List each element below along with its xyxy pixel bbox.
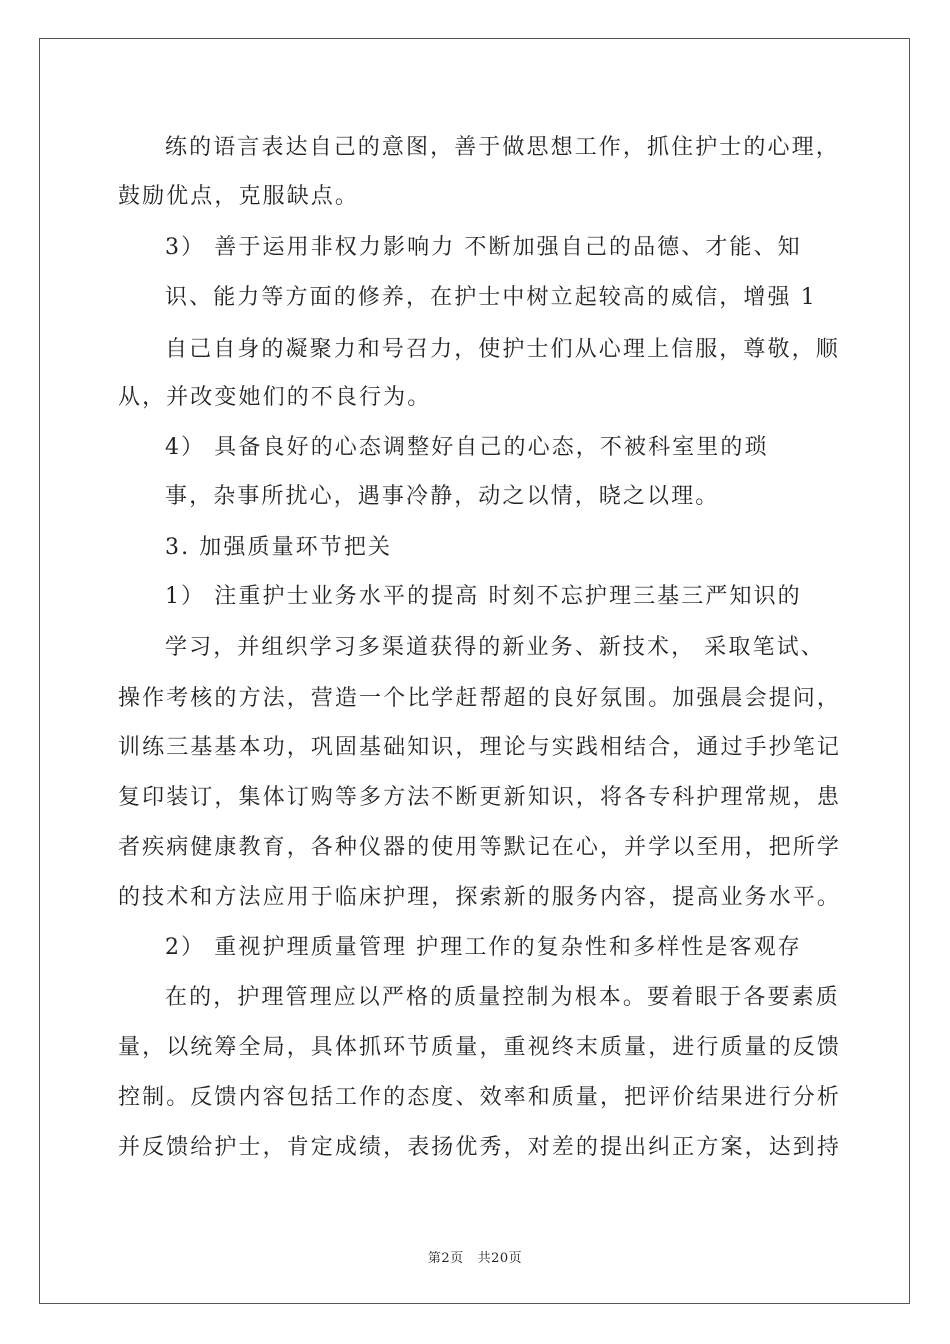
text-line: 自己自身的凝聚力和号召力，使护士们从心理上信服，尊敬，顺 (165, 337, 840, 362)
page-border (39, 38, 910, 1304)
text-line: 训练三基基本功，巩固基础知识，理论与实践相结合，通过手抄笔记 (118, 735, 842, 760)
page-footer (0, 1247, 950, 1266)
text-line: 练的语言表达自己的意图，善于做思想工作，抓住护士的心理， (165, 135, 840, 160)
text-line: 识、能力等方面的修养，在护士中树立起较高的威信，增强 1 (165, 285, 817, 310)
page-number: 第2页 (427, 1251, 464, 1266)
text-line: 在的，护理管理应以严格的质量控制为根本。要着眼于各要素质 (165, 985, 840, 1010)
text-line: 学习，并组织学习多渠道获得的新业务、新技术， 采取笔试、 (165, 635, 825, 660)
page-total: 共20页 (477, 1251, 523, 1266)
text-line: 操作考核的方法，营造一个比学赶帮超的良好氛围。加强晨会提问， (118, 686, 842, 711)
text-line: 3） 善于运用非权力影响力 不断加强自己的品德、才能、知 (165, 235, 802, 260)
text-line: 的技术和方法应用于临床护理，探索新的服务内容，提高业务水平。 (118, 885, 842, 910)
text-line: 者疾病健康教育，各种仪器的使用等默记在心，并学以至用，把所学 (118, 835, 842, 860)
text-line: 1） 注重护士业务水平的提高 时刻不忘护理三基三严知识的 (165, 584, 802, 609)
text-line: 4） 具备良好的心态调整好自己的心态，不被科室里的琐 (165, 435, 769, 460)
text-line: 控制。反馈内容包括工作的态度、效率和质量，把评价结果进行分析 (118, 1085, 842, 1110)
text-line: 事，杂事所扰心，遇事冷静，动之以情，晓之以理。 (165, 484, 720, 509)
section-heading: 3. 加强质量环节把关 (165, 535, 393, 560)
text-line: 并反馈给护士，肯定成绩，表扬优秀，对差的提出纠正方案，达到持 (118, 1135, 842, 1160)
text-line: 量，以统筹全局，具体抓环节质量，重视终末质量，进行质量的反馈 (118, 1035, 842, 1060)
text-line: 从，并改变她们的不良行为。 (118, 385, 432, 410)
text-line: 复印装订，集体订购等多方法不断更新知识，将各专科护理常规，患 (118, 785, 842, 810)
text-line: 鼓励优点，克服缺点。 (118, 184, 360, 209)
text-line: 2） 重视护理质量管理 护理工作的复杂性和多样性是客观存 (165, 935, 802, 960)
